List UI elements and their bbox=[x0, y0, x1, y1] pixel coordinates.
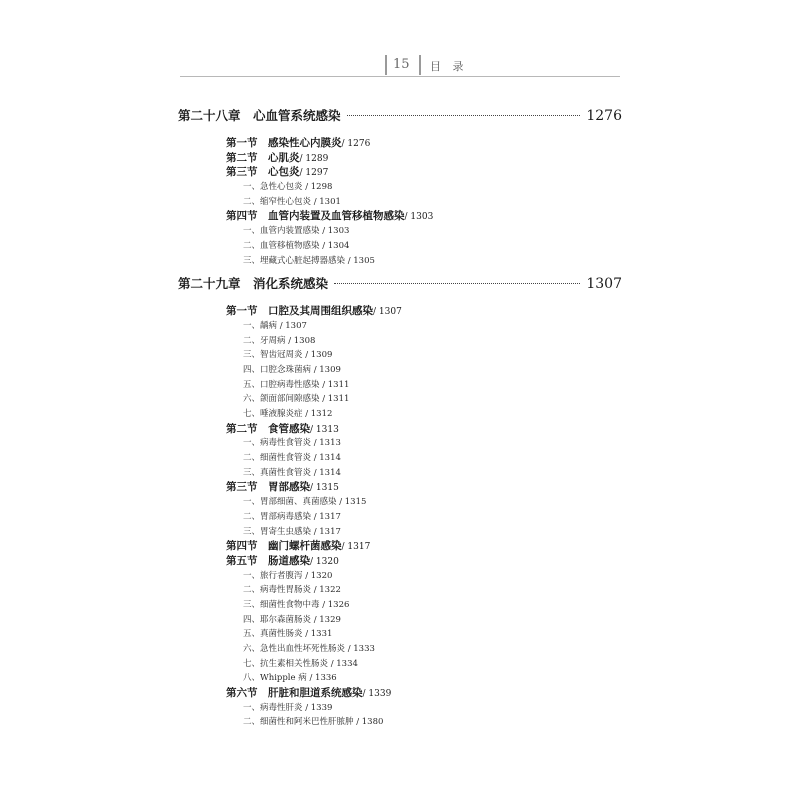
section-title: 第二节 心肌炎 bbox=[226, 151, 300, 164]
subsection-entry[interactable]: 一、血管内装置感染 / 1303 bbox=[243, 226, 350, 237]
subsection-entry[interactable]: 五、真菌性肠炎 / 1331 bbox=[243, 629, 333, 640]
subsection-entry[interactable]: 三、真菌性食管炎 / 1314 bbox=[243, 467, 341, 478]
section-entry[interactable] bbox=[178, 686, 622, 701]
section-page: / 1276 bbox=[341, 139, 371, 149]
section-page: / 1313 bbox=[310, 424, 339, 435]
section-title: 第六节 肝脏和胆道系统感染 bbox=[226, 687, 363, 700]
chapter-title: 第二十九章 消化系统感染 bbox=[178, 276, 329, 292]
section-title: 第二节 食管感染 bbox=[226, 422, 310, 435]
table-of-contents bbox=[178, 106, 622, 730]
subsection-entry[interactable]: 七、抗生素相关性肠炎 / 1334 bbox=[243, 658, 358, 669]
subsection-entry[interactable]: 二、细菌性和阿米巴性肝脓肿 / 1380 bbox=[243, 717, 384, 728]
section-entry[interactable] bbox=[178, 554, 622, 569]
section-entry[interactable] bbox=[178, 422, 622, 437]
running-header bbox=[180, 55, 620, 77]
subsection-entry[interactable]: 二、缩窄性心包炎 / 1301 bbox=[243, 196, 341, 207]
section-entry[interactable] bbox=[178, 165, 622, 180]
section-page: / 1307 bbox=[373, 307, 402, 318]
section-entry[interactable] bbox=[178, 304, 622, 319]
subsection-entry[interactable]: 一、胃部细菌、真菌感染 / 1315 bbox=[243, 497, 367, 508]
section-title: 第五节 肠道感染 bbox=[226, 554, 310, 567]
header-section-title: 目 录 bbox=[430, 60, 468, 73]
subsection-entry[interactable]: 三、埋藏式心脏起搏器感染 / 1305 bbox=[243, 255, 375, 266]
section-entry[interactable] bbox=[178, 209, 622, 224]
subsection-entry[interactable]: 八、Whipple 病 / 1336 bbox=[243, 673, 337, 684]
subsection-entry[interactable]: 二、牙周病 / 1308 bbox=[243, 335, 316, 346]
subsection-entry[interactable]: 六、急性出血性坏死性肠炎 / 1333 bbox=[243, 644, 375, 654]
dot-leader bbox=[334, 283, 580, 284]
header-divider-right bbox=[419, 55, 421, 75]
section-entry[interactable] bbox=[178, 539, 622, 554]
header-page-number: 15 bbox=[393, 57, 410, 72]
header-divider-left bbox=[385, 55, 387, 75]
section-page: / 1317 bbox=[341, 542, 371, 553]
chapter-page: 1276 bbox=[586, 108, 622, 124]
subsection-entry[interactable]: 二、细菌性食管炎 / 1314 bbox=[243, 453, 341, 464]
dot-leader bbox=[347, 115, 581, 116]
subsection-entry[interactable]: 七、唾液腺炎症 / 1312 bbox=[243, 409, 333, 419]
subsection-entry[interactable]: 二、病毒性胃肠炎 / 1322 bbox=[243, 585, 341, 596]
subsection-entry[interactable]: 二、胃部病毒感染 / 1317 bbox=[243, 511, 341, 522]
section-page: / 1303 bbox=[404, 212, 434, 223]
subsection-entry[interactable]: 四、耶尔森菌肠炎 / 1329 bbox=[243, 614, 341, 625]
section-title: 第四节 幽门螺杆菌感染 bbox=[226, 540, 342, 553]
chapter-29-entry[interactable] bbox=[178, 274, 622, 296]
section-title: 第三节 心包炎 bbox=[226, 166, 300, 179]
section-page: / 1297 bbox=[299, 168, 329, 179]
section-page: / 1315 bbox=[310, 483, 339, 494]
section-page: / 1320 bbox=[310, 556, 339, 567]
subsection-entry[interactable]: 一、病毒性食管炎 / 1313 bbox=[243, 438, 341, 449]
subsection-entry[interactable]: 三、胃寄生虫感染 / 1317 bbox=[243, 526, 341, 537]
subsection-entry[interactable]: 六、颌面部间隙感染 / 1311 bbox=[243, 394, 350, 405]
section-entry[interactable] bbox=[178, 480, 622, 495]
subsection-entry[interactable]: 一、急性心包炎 / 1298 bbox=[243, 182, 333, 193]
subsection-entry[interactable]: 二、血管移植物感染 / 1304 bbox=[243, 240, 350, 251]
subsection-entry[interactable]: 一、病毒性肝炎 / 1339 bbox=[243, 702, 333, 713]
subsection-entry[interactable]: 四、口腔念珠菌病 / 1309 bbox=[243, 364, 341, 375]
subsection-entry[interactable]: 五、口腔病毒性感染 / 1311 bbox=[243, 379, 350, 390]
section-page: / 1289 bbox=[299, 153, 329, 164]
subsection-entry[interactable]: 三、细菌性食物中毒 / 1326 bbox=[243, 599, 350, 610]
section-title: 第一节 感染性心内膜炎 bbox=[226, 137, 342, 149]
section-entry[interactable] bbox=[178, 136, 622, 151]
chapter-28-entry[interactable] bbox=[178, 106, 622, 128]
section-title: 第一节 口腔及其周围组织感染 bbox=[226, 305, 373, 318]
subsection-entry[interactable]: 一、龋病 / 1307 bbox=[243, 320, 307, 331]
chapter-title: 第二十八章 心血管系统感染 bbox=[178, 108, 341, 123]
subsection-entry[interactable]: 一、旅行者腹泻 / 1320 bbox=[243, 570, 333, 581]
header-rule bbox=[180, 76, 620, 77]
section-page: / 1339 bbox=[362, 689, 392, 700]
section-title: 第四节 血管内装置及血管移植物感染 bbox=[226, 210, 405, 223]
chapter-page: 1307 bbox=[586, 276, 622, 293]
section-entry[interactable] bbox=[178, 151, 622, 166]
subsection-entry[interactable]: 三、智齿冠周炎 / 1309 bbox=[243, 350, 333, 361]
section-title: 第三节 胃部感染 bbox=[226, 481, 310, 494]
